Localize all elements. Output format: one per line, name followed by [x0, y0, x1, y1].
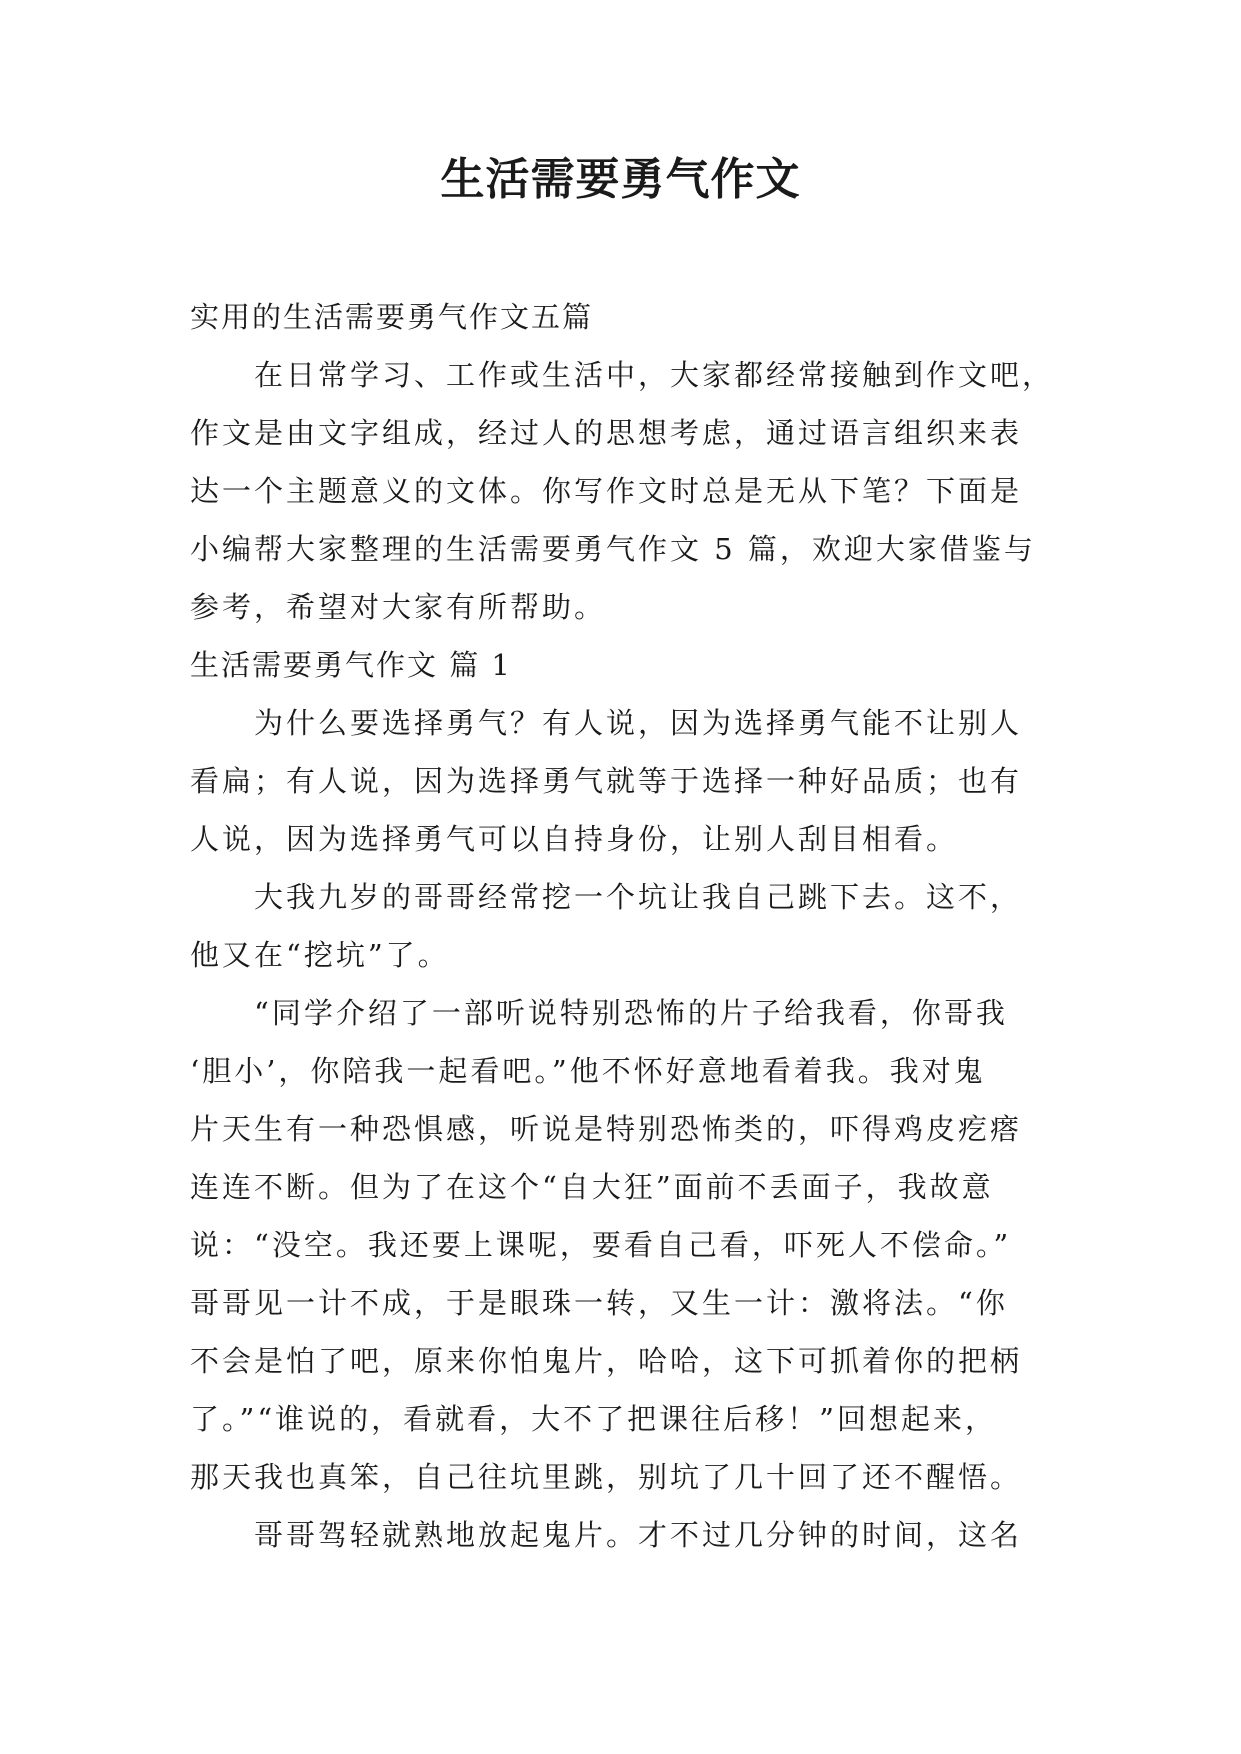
paragraph-line: 大我九岁的哥哥经常挖一个坑让我自己跳下去。这不，	[254, 880, 1023, 914]
intro-paragraph-line: 小编帮大家整理的生活需要勇气作文 5 篇，欢迎大家借鉴与	[190, 532, 1036, 566]
paragraph-line: 不会是怕了吧，原来你怕鬼片，哈哈，这下可抓着你的把柄	[190, 1344, 1023, 1378]
paragraph-line: ‘胆小’，你陪我一起看吧。”他不怀好意地看着我。我对鬼	[190, 1054, 986, 1088]
document-body	[190, 288, 1055, 1564]
section-heading: 生活需要勇气作文 篇 1	[190, 648, 512, 682]
paragraph-line: 看扁；有人说，因为选择勇气就等于选择一种好品质；也有	[190, 764, 1023, 798]
paragraph-line: 人说，因为选择勇气可以自持身份，让别人刮目相看。	[190, 822, 959, 856]
paragraph-line: 哥哥驾轻就熟地放起鬼片。才不过几分钟的时间，这名	[254, 1518, 1023, 1552]
intro-paragraph-line: 参考，希望对大家有所帮助。	[190, 590, 607, 624]
intro-paragraph-line: 作文是由文字组成，经过人的思想考虑，通过语言组织来表	[190, 416, 1023, 450]
paragraph-line: 片天生有一种恐惧感，听说是特别恐怖类的，吓得鸡皮疙瘩	[190, 1112, 1023, 1146]
paragraph-line: 那天我也真笨，自己往坑里跳，别坑了几十回了还不醒悟。	[190, 1460, 1023, 1494]
document-title: 生活需要勇气作文	[440, 154, 801, 205]
intro-paragraph-line: 达一个主题意义的文体。你写作文时总是无从下笔？下面是	[190, 474, 1023, 508]
paragraph-line: 说：“没空。我还要上课呢，要看自己看，吓死人不偿命。”	[190, 1228, 1012, 1262]
paragraph-line: 哥哥见一计不成，于是眼珠一转，又生一计：激将法。“你	[190, 1286, 1008, 1320]
intro-paragraph-line: 在日常学习、工作或生活中，大家都经常接触到作文吧，	[254, 358, 1055, 392]
paragraph-line: 了。”“谁说的，看就看，大不了把课往后移！”回想起来，	[190, 1402, 997, 1436]
paragraph-line: 连连不断。但为了在这个“自大狂”面前不丢面子，我故意	[190, 1170, 994, 1204]
paragraph-line: 为什么要选择勇气？有人说，因为选择勇气能不让别人	[254, 706, 1023, 740]
paragraph-line: “同学介绍了一部听说特别恐怖的片子给我看，你哥我	[254, 996, 1008, 1030]
paragraph-line: 他又在“挖坑”了。	[190, 938, 450, 972]
subtitle-line: 实用的生活需要勇气作文五篇	[190, 300, 594, 334]
